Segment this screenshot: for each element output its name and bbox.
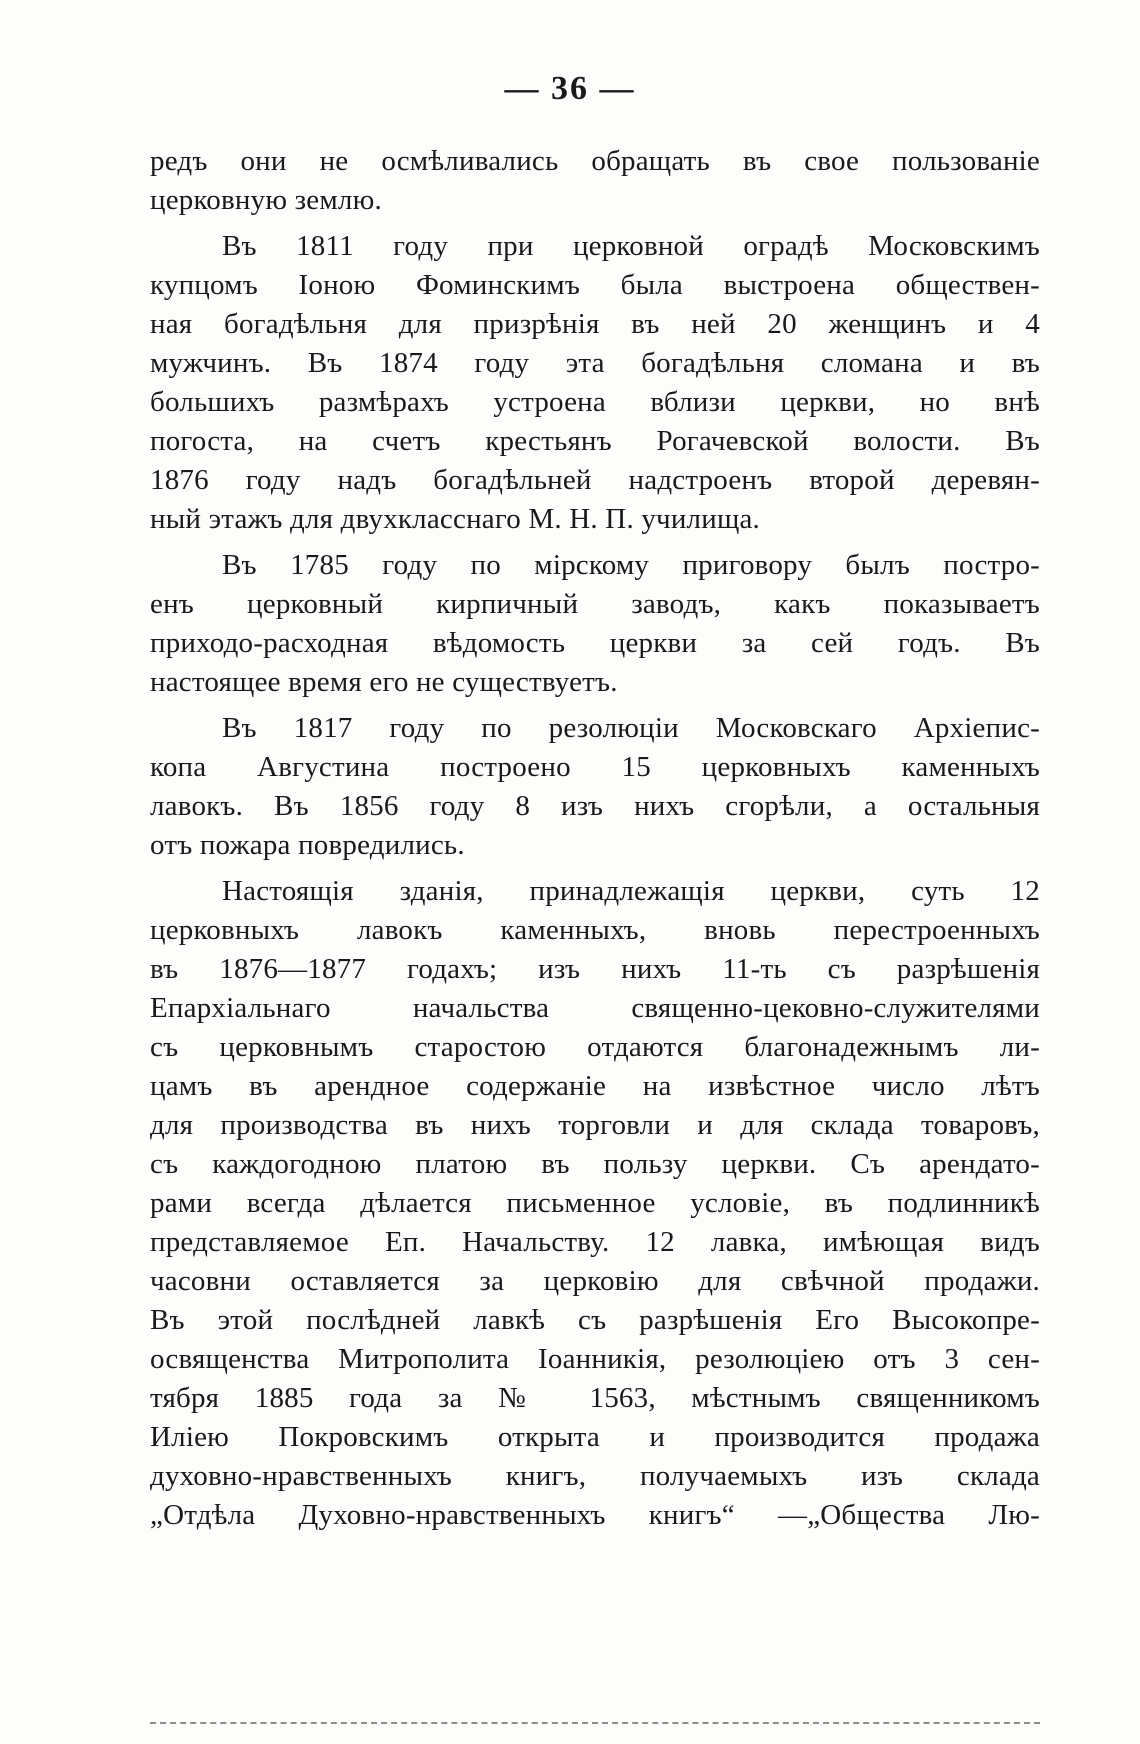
paragraph-4	[150, 709, 1040, 865]
text-line: большихъ размѣрахъ устроена вблизи церкви, но внѣ	[150, 386, 1040, 418]
paragraph-2	[150, 227, 1040, 539]
text-line: Епархіальнаго начальства священно-цековно-служителями	[150, 992, 1040, 1024]
text-line: купцомъ Іоною Фоминскимъ была выстроена обществен-	[150, 269, 1040, 301]
text-line: ный этажъ для двухкласснаго М. Н. П. училища.	[150, 503, 760, 535]
text-line: представляемое Еп. Начальству. 12 лавка, имѣющая видъ	[150, 1226, 1040, 1258]
paragraph-1	[150, 142, 1040, 220]
text-line: цамъ въ арендное содержаніе на извѣстное число лѣтъ	[150, 1070, 1040, 1102]
paragraph-3	[150, 546, 1040, 702]
text-line: съ церковнымъ старостою отдаются благонадежнымъ ли-	[150, 1031, 1040, 1063]
text-line: Въ 1817 году по резолюціи Московскаго Архіепис-	[222, 712, 1040, 744]
text-line: съ каждогодною платою въ пользу церкви. Съ арендато-	[150, 1148, 1040, 1180]
text-line: копа Августина построено 15 церковныхъ каменныхъ	[150, 751, 1040, 783]
text-line: приходо-расходная вѣдомость церкви за сей годъ. Въ	[150, 627, 1040, 659]
paragraph-5	[150, 872, 1040, 1535]
text-line: церковныхъ лавокъ каменныхъ, вновь перестроенныхъ	[150, 914, 1040, 946]
text-line: ная богадѣльня для призрѣнія въ ней 20 женщинъ и 4	[150, 308, 1040, 340]
text-line: лавокъ. Въ 1856 году 8 изъ нихъ сгорѣли, а остальныя	[150, 790, 1040, 822]
text-line: церковную землю.	[150, 184, 382, 216]
text-line: редъ они не осмѣливались обращать въ свое пользованіе	[150, 145, 1040, 177]
page-number: — 36 —	[504, 70, 636, 107]
text-line: въ 1876—1877 годахъ; изъ нихъ 11-ть съ разрѣшенія	[150, 953, 1040, 985]
text-line: настоящее время его не существуетъ.	[150, 666, 618, 698]
text-line: Въ 1785 году по мірскому приговору былъ постро-	[222, 549, 1040, 581]
text-line: Въ этой послѣдней лавкѣ съ разрѣшенія Его Высокопре-	[150, 1304, 1040, 1336]
text-line: Иліею Покровскимъ открыта и производится продажа	[150, 1421, 1040, 1453]
text-line: мужчинъ. Въ 1874 году эта богадѣльня сломана и въ	[150, 347, 1040, 379]
text-line: отъ пожара повредились.	[150, 829, 465, 861]
text-line: „Отдѣла Духовно-нравственныхъ книгъ“ —„Общества Лю-	[150, 1499, 1040, 1531]
text-line: погоста, на счетъ крестьянъ Рогачевской волости. Въ	[150, 425, 1040, 457]
text-line: рами всегда дѣлается письменное условіе, въ подлинникѣ	[150, 1187, 1040, 1219]
text-line: 1876 году надъ богадѣльней надстроенъ второй деревян-	[150, 464, 1040, 496]
text-line: часовни оставляется за церковію для свѣчной продажи.	[150, 1265, 1040, 1297]
text-line: тября 1885 года за № 1563, мѣстнымъ священникомъ	[150, 1382, 1040, 1414]
body-text	[150, 142, 1040, 1542]
page-bottom-rule	[150, 1722, 1040, 1724]
text-line: Въ 1811 году при церковной оградѣ Московскимъ	[222, 230, 1040, 262]
text-line: Настоящія зданія, принадлежащія церкви, суть 12	[222, 875, 1040, 907]
text-line: енъ церковный кирпичный заводъ, какъ показываетъ	[150, 588, 1040, 620]
text-line: духовно-нравственныхъ книгъ, получаемыхъ изъ склада	[150, 1460, 1040, 1492]
text-line: для производства въ нихъ торговли и для склада товаровъ,	[150, 1109, 1040, 1141]
text-line: освященства Митрополита Іоанникія, резолюціею отъ 3 сен-	[150, 1343, 1040, 1375]
